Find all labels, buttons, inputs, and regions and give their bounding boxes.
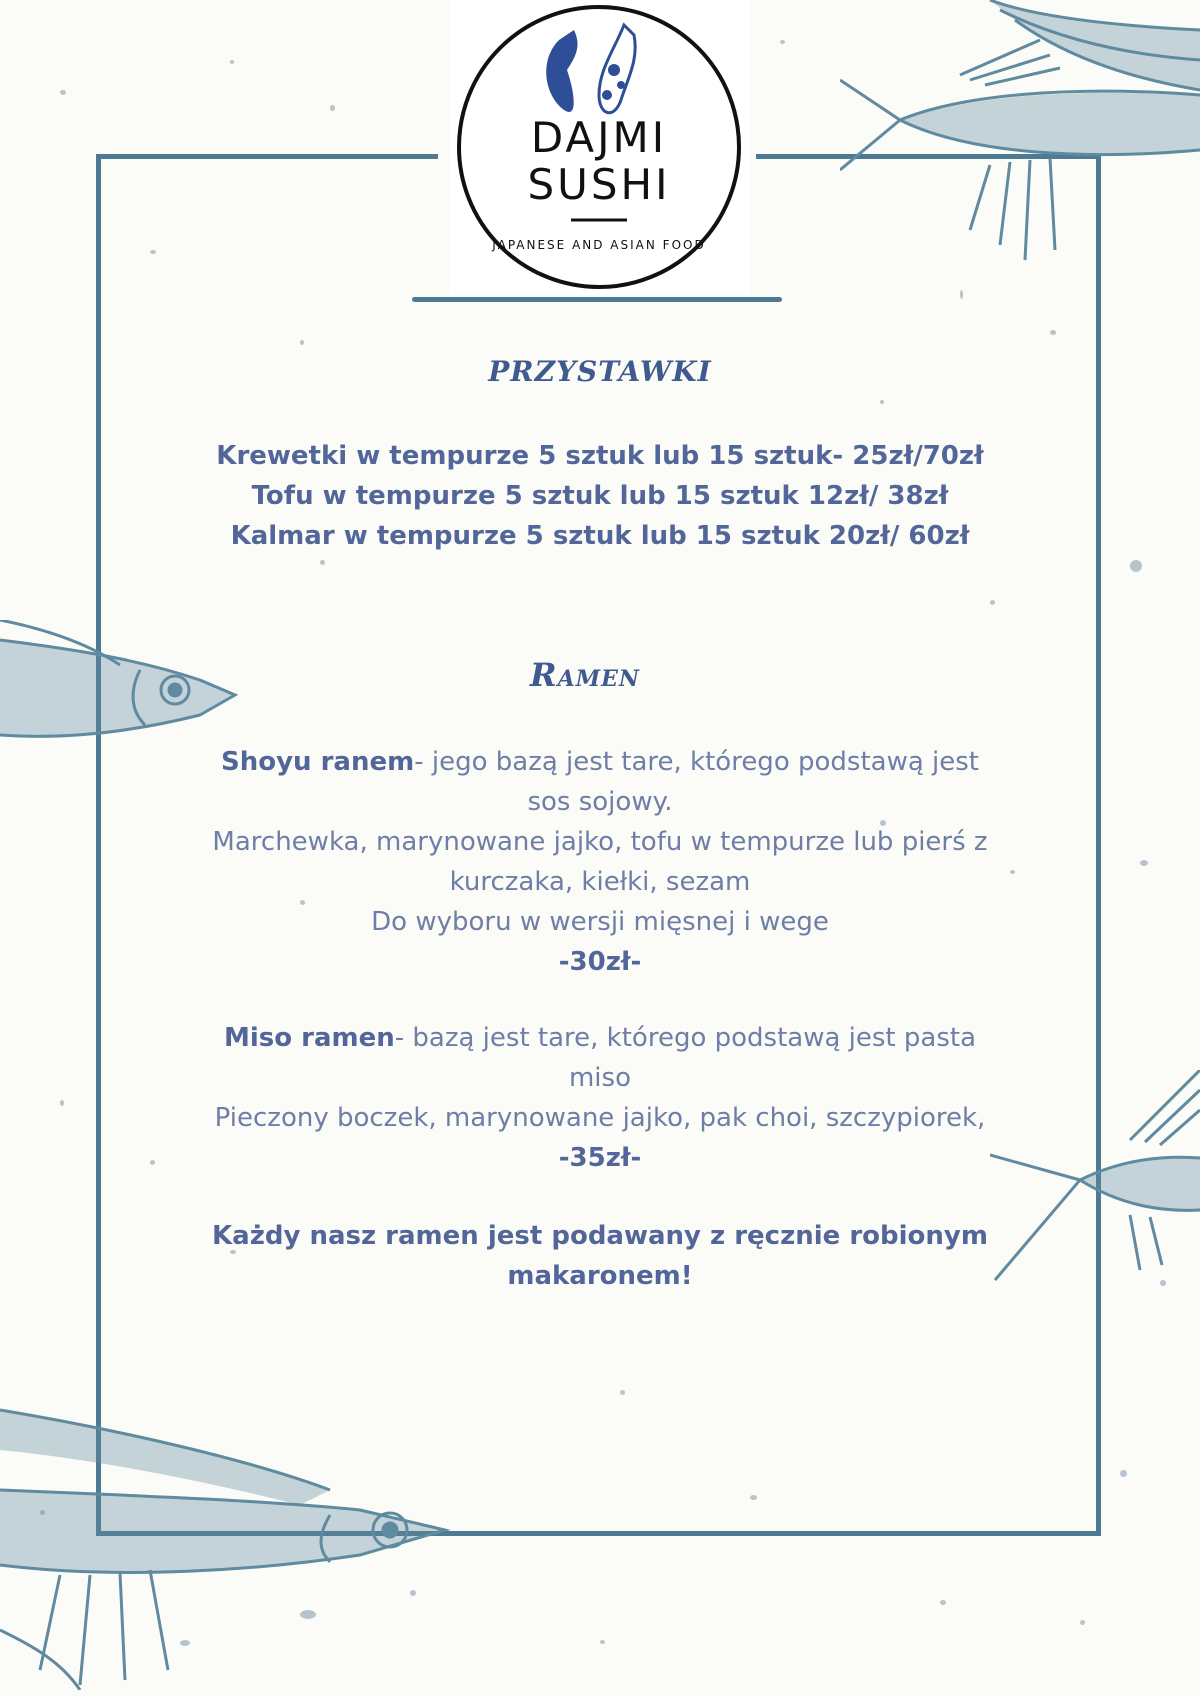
logo-text-dajmi: DAJMI <box>530 113 668 162</box>
section-title-ramen: Ramen <box>530 656 640 694</box>
fish-illustration-top-right <box>840 0 1200 270</box>
shoyu-desc-line <box>200 742 1000 782</box>
shoyu-name: Shoyu ranem <box>221 747 415 777</box>
miso-price: -35zł- <box>558 1143 642 1173</box>
appetizers-list <box>200 436 1000 556</box>
shoyu-ingredients-cont: kurczaka, kiełki, sezam <box>449 867 751 897</box>
miso-ingredients: Pieczony boczek, marynowane jajko, pak choi, szczypiorek, <box>214 1103 986 1133</box>
ramen-note-line: makaronem! <box>507 1261 693 1291</box>
shoyu-desc: - jego bazą jest tare, którego podstawą jest <box>414 747 979 777</box>
miso-desc-line <box>200 1018 1000 1058</box>
fish-illustration-right <box>990 1070 1200 1290</box>
miso-desc: - bazą jest tare, którego podstawą jest pasta <box>394 1023 977 1053</box>
ramen-shoyu <box>200 742 1000 982</box>
list-item: Kalmar w tempurze 5 sztuk lub 15 sztuk 20zł/ 60zł <box>230 521 970 551</box>
ramen-miso <box>200 1018 1000 1178</box>
fish-illustration-bottom-left <box>0 1390 460 1690</box>
logo-text-sushi: SUSHI <box>527 160 671 209</box>
shoyu-desc-cont: sos sojowy. <box>527 787 673 817</box>
list-item: Krewetki w tempurze 5 sztuk lub 15 sztuk- 25zł/70zł <box>216 441 984 471</box>
miso-desc-cont: miso <box>568 1063 631 1093</box>
list-item: Tofu w tempurze 5 sztuk lub 15 sztuk 12zł/ 38zł <box>251 481 949 511</box>
section-title-appetizers: PRZYSTAWKI <box>488 355 712 388</box>
shoyu-choice: Do wyboru w wersji mięsnej i wege <box>371 907 829 937</box>
ramen-note-line: Każdy nasz ramen jest podawany z ręcznie robionym <box>212 1221 988 1251</box>
shoyu-price: -30zł- <box>558 947 642 977</box>
miso-name: Miso ramen <box>223 1023 395 1053</box>
logo-panel <box>449 0 749 295</box>
logo-underline <box>412 297 782 302</box>
shoyu-ingredients: Marchewka, marynowane jajko, tofu w tempurze lub pierś z <box>212 827 988 857</box>
logo-tagline: JAPANESE AND ASIAN FOOD <box>492 238 706 252</box>
ramen-note <box>200 1216 1000 1296</box>
